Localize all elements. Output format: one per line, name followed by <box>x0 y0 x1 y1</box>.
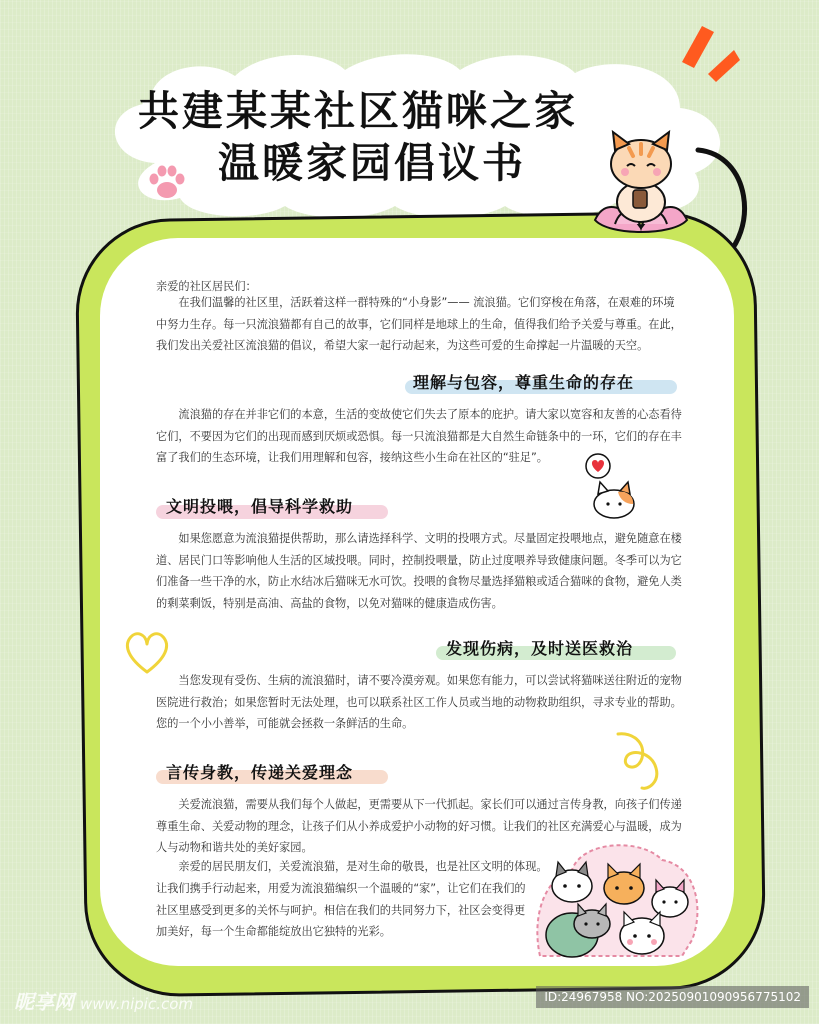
watermark-brand <box>14 986 193 1015</box>
greeting: 亲爱的社区居民们： <box>156 280 257 293</box>
title-line-1: 共建某某社区猫咪之家 <box>138 87 578 135</box>
cat-on-lotus-icon <box>585 128 697 240</box>
section-3-body: 当您发现有受伤、生病的流浪猫时，请不要冷漠旁观。如果您有能力，可以尝试将猫咪送往附近的宠物医院进行救治；如果您暂时无法处理，也可以联系社区工作人员或当地的动物救助组织，寻求专业的帮助。您的一个小小善举，可能就会拯救一条鲜活的生命。 <box>156 674 682 730</box>
section-2-body: 如果您愿意为流浪猫提供帮助，那么请选择科学、文明的投喂方式。尽量固定投喂地点，避免随意在楼道、居民门口等影响他人生活的区域投喂。同时，控制投喂量，防止过度喂养导致健康问题。冬季可以为它们准备一些干净的水，防止水结冰后猫咪无水可饮。投喂的食物尽量选择猫粮或适合猫咪的食物，避免人类的剩菜剩饭，特别是高油、高盐的食物，以免对猫咪的健康造成伤害。 <box>156 532 682 610</box>
cat-group-sticker-icon <box>532 840 702 958</box>
section-4-title: 言传身教，传递关爱理念 <box>166 763 354 782</box>
paw-print-icon <box>146 163 188 205</box>
heart-doodle-icon <box>122 628 172 676</box>
swirl-doodle-icon <box>612 728 668 794</box>
accent-strokes-icon <box>672 22 742 82</box>
section-1-body: 流浪猫的存在并非它们的本意，生活的变故使它们失去了原本的庇护。请大家以宽容和友善的心态看待它们，不要因为它们的出现而感到厌烦或恐惧。每一只流浪猫都是大自然生命链条中的一环，它们的存在丰富了我们的生态环境，让我们用理解和包容，接纳这些小生命在社区的“驻足”。 <box>156 408 682 464</box>
heart-cat-icon <box>580 452 640 520</box>
watermark-url: www.nipic.com <box>80 995 194 1013</box>
watermark-brand-name: 昵享网 <box>14 990 74 1014</box>
closing-paragraph-1: 亲爱的居民朋友们，关爱流浪猫，是对生命的敬畏，也是社区文明的体现。 <box>178 860 548 873</box>
section-4-body: 关爱流浪猫，需要从我们每个人做起，更需要从下一代抓起。家长们可以通过言传身教，向孩子们传递尊重生命、关爱动物的理念，让孩子们从小养成爱护小动物的好习惯。让我们的社区充满爱心与温暖，成为人与动物和谐共处的美好家园。 <box>156 798 682 854</box>
closing-paragraph-2: 让我们携手行动起来，用爱为流浪猫编织一个温暖的“家”，让它们在我们的社区里感受到更多的关怀与呵护。相信在我们的共同努力下，社区会变得更加美好，每一个生命都能绽放出它独特的光彩。 <box>156 882 526 938</box>
section-3-title: 发现伤病，及时送医救治 <box>446 639 634 658</box>
section-1-title: 理解与包容，尊重生命的存在 <box>413 373 635 392</box>
intro-paragraph: 在我们温馨的社区里，活跃着这样一群特殊的“小身影”—— 流浪猫。它们穿梭在角落，在艰难的环境中努力生存。每一只流浪猫都有自己的故事，它们同样是地球上的生命，值得我们给予关爱与尊重。在此，我们发出关爱社区流浪猫的倡议，希望大家一起行动起来，为这些可爱的生命撑起一片温暖的天空。 <box>156 296 682 352</box>
section-2-title: 文明投喂，倡导科学救助 <box>166 497 354 516</box>
title-line-2: 温暖家园倡议书 <box>218 139 526 187</box>
watermark-id: ID:24967958 NO:20250901090956775102 <box>536 986 809 1008</box>
